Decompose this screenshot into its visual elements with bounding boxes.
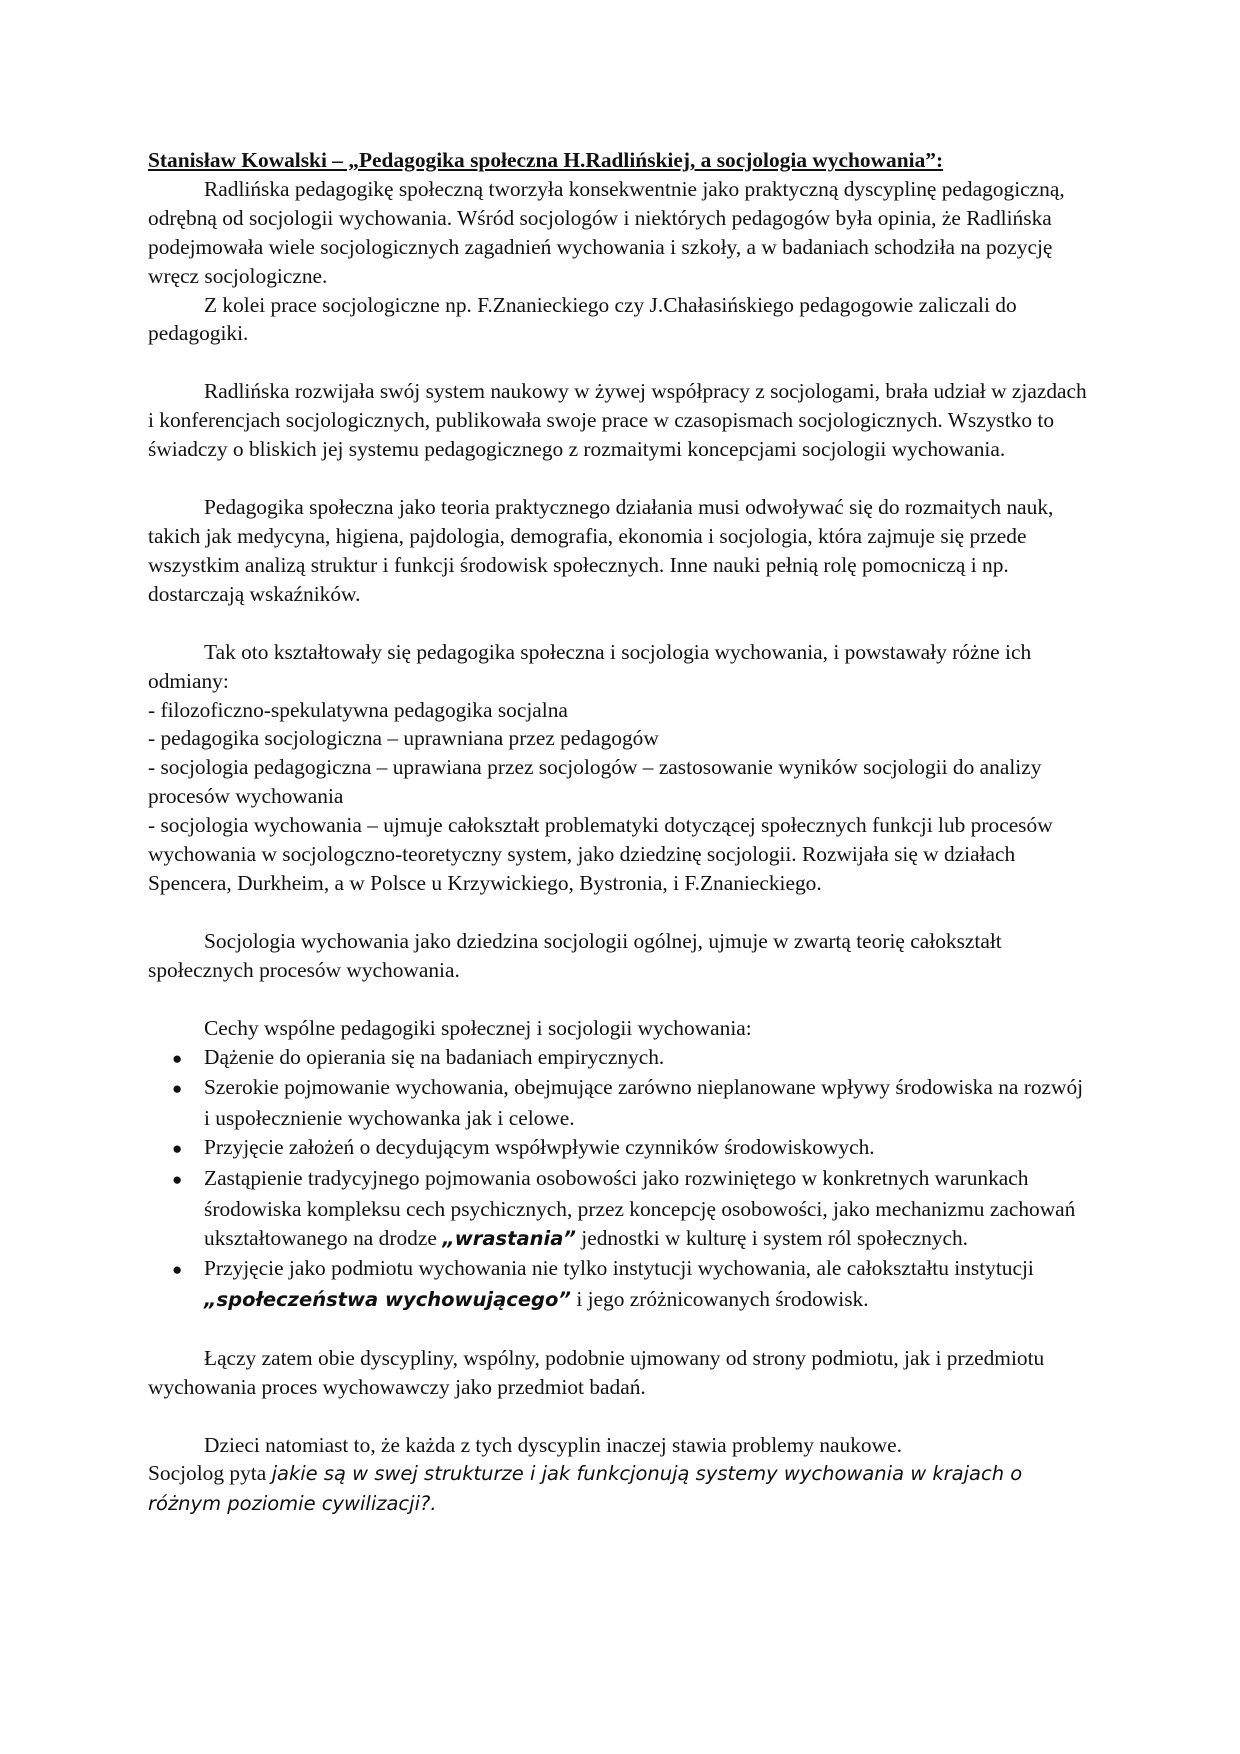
paragraph-4: Pedagogika społeczna jako teoria praktycznego działania musi odwoływać się do rozmaitych nauk, takich jak medycyna, higiena, pajdologia, demografia, ekonomia i socjologia, która zajmuje się przede wszystkim analizą struktur i funkcji środowisk społecznych. Inne nauki pełnią rolę pomocniczą i np. dostarczają wskaźników. [148, 495, 1054, 606]
bullet-icon: ● [172, 1259, 183, 1279]
paragraph-10: Socjolog pyta jakie są w swej strukturze i jak funkcjonują systemy wychowania w krajach o różnym poziomie cywilizacji?. [148, 1461, 1023, 1516]
paragraph-8: Łączy zatem obie dyscypliny, wspólny, podobnie ujmowany od strony podmiotu, jak i przedmiotu wychowania proces wychowawczy jako przedmiot badań. [148, 1345, 1045, 1399]
emphasis-spoleczenstwa: „społeczeństwa wychowującego” [204, 1287, 571, 1311]
list-item: ● Dążenie do opierania się na badaniach empirycznych. [148, 1043, 1093, 1074]
list-item: - socjologia pedagogiczna – uprawiana przez socjologów – zastosowanie wyników socjologii do analizy procesów wychowania [148, 755, 1042, 809]
list-item: ● Zastąpienie tradycyjnego pojmowania osobowości jako rozwiniętego w konkretnych warunkach środowiska kompleksu cech psychicznych, przez koncepcję osobowości, jako mechanizmu zachowań ukształtowanego na drodze „wrastania” jednostki w kulturę i system ról społecznych. [172, 1166, 1076, 1250]
paragraph-1: Radlińska pedagogikę społeczną tworzyła konsekwentnie jako praktyczną dyscyplinę pedagogiczną, odrębną od socjologii wychowania. Wśród socjologów i niektórych pedagogów była opinia, że Radlińska podejmowała wiele socjologicznych zagadnień wychowania i szkoły, a w badaniach schodziła na pozycję wręcz socjologiczne. [148, 176, 1065, 288]
document-page [148, 146, 1093, 1519]
bullet-icon: ● [172, 1079, 183, 1099]
list-item: - filozoficzno-spekulatywna pedagogika socjalna [148, 697, 568, 722]
list-item: ● Przyjęcie jako podmiotu wychowania nie tylko instytucji wychowania, ale całokształtu instytucji „społeczeństwa wychowującego” i jego zróżnicowanych środowisk. [172, 1255, 1034, 1311]
paragraph-7: Cechy wspólne pedagogiki społecznej i socjologii wychowania: [204, 1015, 752, 1040]
list-item: - socjologia wychowania – ujmuje całokształt problematyki dotyczącej społecznych funkcji lub procesów wychowania w socjologczno-teoretyczny system, jako dziedzinę socjologii. Rozwijała się w działach Spencera, Durkheim, a w Polsce u Krzywickiego, Bystronia, i F.Znanieckiego. [148, 813, 1053, 895]
paragraph-9: Dzieci natomiast to, że każda z tych dyscyplin inaczej stawia problemy naukowe. [204, 1432, 902, 1457]
emphasis-question: jakie są w swej strukturze i jak funkcjonują systemy wychowania w krajach o różnym poziomie cywilizacji?. [148, 1462, 1023, 1516]
bullet-icon: ● [172, 1170, 183, 1190]
document-title: Stanisław Kowalski – „Pedagogika społeczna H.Radlińskiej, a socjologia wychowania”: [148, 148, 944, 172]
emphasis-wrastania: „wrastania” [442, 1227, 576, 1250]
bullet-icon: ● [172, 1139, 183, 1159]
common-features-list [148, 1043, 1093, 1315]
paragraph-6: Socjologia wychowania jako dziedzina socjologii ogólnej, ujmuje w zwartą teorię całokształt społecznych procesów wychowania. [148, 928, 1002, 982]
paragraph-3: Radlińska rozwijała swój system naukowy w żywej współpracy z socjologami, brała udział w zjazdach i konferencjach socjologicznych, publikowała swoje prace w czasopismach socjologicznych. Wszystko to świadczy o bliskich jej systemu pedagogicznego z rozmaitymi koncepcjami socjologii wychowania. [148, 379, 1087, 462]
paragraph-2: Z kolei prace socjologiczne np. F.Znanieckiego czy J.Chałasińskiego pedagogowie zaliczali do pedagogiki. [148, 292, 1017, 346]
variants-list [148, 696, 1093, 898]
list-item: - pedagogika socjologiczna – uprawniana przez pedagogów [148, 726, 659, 751]
paragraph-5: Tak oto kształtowały się pedagogika społeczna i socjologia wychowania, i powstawały różne ich odmiany: [148, 639, 1032, 693]
list-item: ● Przyjęcie założeń o decydującym współwpływie czynników środowiskowych. [148, 1133, 1093, 1164]
list-item: ● Szerokie pojmowanie wychowania, obejmujące zarówno nieplanowane wpływy środowiska na rozwój i uspołecznienie wychowanka jak i celowe. [172, 1075, 1084, 1131]
bullet-icon: ● [172, 1048, 183, 1068]
